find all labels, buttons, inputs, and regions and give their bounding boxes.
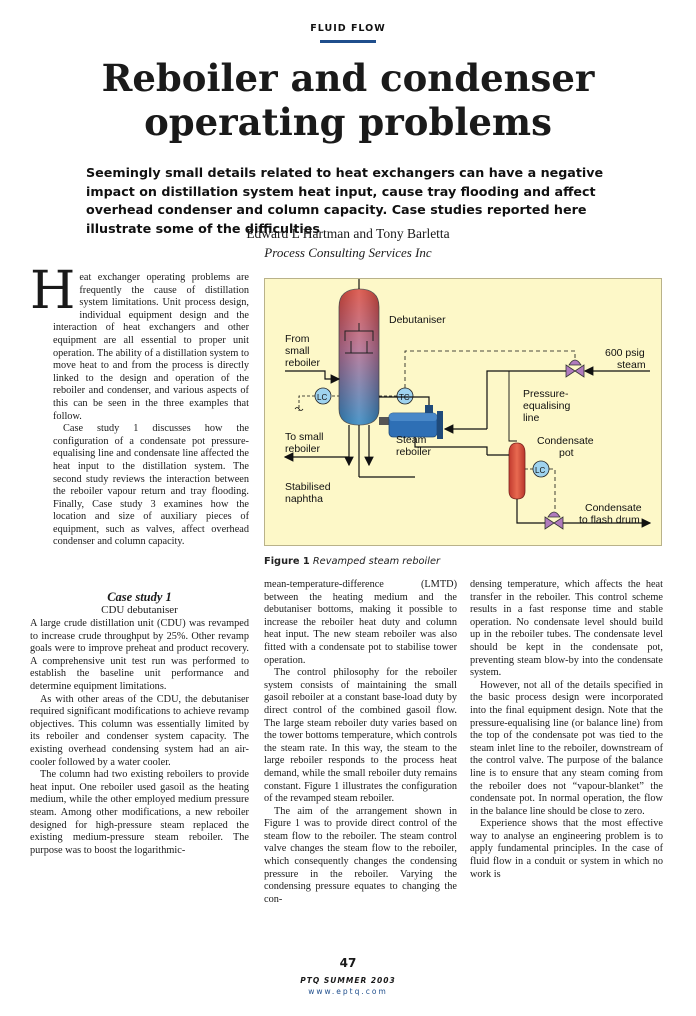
case-study-title: Case study 1 — [107, 590, 172, 604]
column-1-intro — [30, 261, 249, 549]
lc-label-pot: LC — [535, 466, 546, 475]
standfirst: Seemingly small details related to heat exchangers can have a negative impact on distillation system heat input, cause tray flooding and affect overhead condenser and column capacity. Case studies reported here illustrate some of the difficulties — [86, 165, 604, 237]
condensate-pot-icon — [509, 443, 525, 499]
col2-paragraph-3: The aim of the arrangement shown in Figure 1 was to provide direct control of the steam flow to the reboiler. The steam control valve changes the steam flow to the reboiler, which consequently changes the condensing pressure in the reboiler. Varying the condensing pressure equates to changing the con- — [264, 805, 457, 905]
condensate-flash-drum-label-2: to flash drum — [579, 514, 640, 526]
steam-control-valve-icon — [566, 360, 584, 377]
affiliation: Process Consulting Services Inc — [264, 245, 432, 260]
debutaniser-column — [339, 289, 379, 425]
pressure-equalising-label-3: line — [523, 412, 540, 424]
figure-caption: Figure 1 Revamped steam reboiler — [264, 556, 441, 567]
col3-paragraph-3: Experience shows that the most effective way to analyse an engineering problem is to apply fundamental principles. In the case of fluid flow in a conduit or system in which no work is — [470, 818, 663, 880]
col1-paragraph-2: As with other areas of the CDU, the debutaniser required significant modifications to achieve revamp objectives. This column was essentially limited by its reboiler and condenser system capacity. The existing overhead condensing system had an air-cooler followed by a water cooler. — [30, 693, 249, 768]
steam-600-label-1: 600 psig — [605, 347, 645, 359]
case-study-subtitle: CDU debutaniser — [101, 604, 178, 616]
column-1-body — [30, 590, 249, 857]
col3-paragraph-2: However, not all of the details specified in the basic process design were incorporated into the final equipment design. Note that the pressure-equalising line (or balance line) from the top of the condensate pot was tied to the steam inlet line to the reboiler, downstream of the control valve. The purpose of the balance line is to ensure that any steam coming from the reboiler does not “vapour-blanket” the condensate pot. In normal operation, the flow in the balance line should be close to zero. — [470, 679, 663, 817]
authors: Edward L Hartman and Tony Barletta — [246, 226, 450, 241]
from-small-reboiler-label-3: reboiler — [285, 357, 321, 369]
footer-url[interactable]: www.eptq.com — [308, 987, 388, 996]
stabilised-naphtha-label-1: Stabilised — [285, 481, 331, 493]
article-title — [20, 56, 676, 144]
col1-paragraph-1: A large crude distillation unit (CDU) was revamped to increase crude throughput by 25%. Other revamp goals were to improve preheat and product recovery. A comprehensive unit test run was performed to establish the baseline unit performance and determine equipment limitations. — [30, 618, 249, 692]
col1-paragraph-3: The column had two existing reboilers to provide heat input. One reboiler used gasoil as the heating medium, while the other employed medium pressure steam. Among other modifications, a new reboiler designed for high-pressure steam replaced the existing medium-pressure steam reboiler. The purpose was to boost the logarithmic- — [30, 769, 249, 856]
from-small-reboiler-label-2: small — [285, 345, 310, 357]
col2-paragraph-1: mean-temperature-difference (LMTD) between the heating medium and the debutaniser bottoms, making it possible to increase the reboiler heat duty and column heat input. The new steam reboiler was also fitted with a condensate pot to stabilise tower operation. — [264, 579, 457, 666]
section-tag: FLUID FLOW — [310, 23, 386, 34]
steam-reboiler-label-2: reboiler — [396, 446, 432, 458]
stabilised-naphtha-label-2: naphtha — [285, 493, 323, 505]
page-number: 47 — [339, 956, 357, 970]
steam-reboiler-label-1: Steam — [396, 434, 427, 446]
column-2 — [264, 579, 457, 906]
condensate-pot-label-2: pot — [559, 447, 574, 459]
condensate-pot-label-1: Condensate — [537, 435, 594, 447]
drop-cap: H — [30, 261, 76, 321]
col2-paragraph-2: The control philosophy for the reboiler system consists of maintaining the small gasoil reboiler at a constant base-load duty by direct control of the combined gasoil flow. The large steam reboiler duty varies based on the tower bottoms temperature, which controls the steam rate. In this way, the steam to the large reboiler responds to the process heat demand, while the small reboiler duty remains constant. Figure 1 illustrates the configuration of the revamped steam reboiler. — [264, 667, 457, 805]
lc-label-column: LC — [317, 393, 328, 402]
to-small-reboiler-label-2: reboiler — [285, 443, 321, 455]
from-small-reboiler-label-1: From — [285, 333, 310, 345]
intro-paragraph-2: Case study 1 discusses how the configuration of a condensate pot pressure-equalising line and condensate line affected the heat input to the distillation system. The second study reviews the interaction between the reboiler vapour return and tray flooding. Finally, Case study 3 examines how the location and size of auxiliary pieces of equipment, such as valves, affect overhead condenser and column capacity. — [53, 423, 249, 548]
pressure-equalising-label-2: equalising — [523, 400, 571, 412]
figure-1-diagram — [264, 278, 662, 546]
pressure-equalising-label-1: Pressure- — [523, 388, 569, 400]
section-tag-bar — [320, 40, 376, 43]
debutaniser-label: Debutaniser — [389, 314, 446, 326]
title-line-1: Reboiler and condenser — [101, 56, 595, 100]
steam-600-label-2: steam — [617, 359, 646, 371]
tc-label: TC — [399, 393, 410, 402]
footer-publication: PTQ SUMMER 2003 — [300, 976, 396, 985]
to-small-reboiler-label-1: To small — [285, 431, 324, 443]
column-3 — [470, 579, 663, 881]
col3-paragraph-1: densing temperature, which affects the heat transfer in the reboiler. This control scheme results in a fast response time and stable operation. No condensate level should build up in the reboiler tubes. The condensate level should be kept in the condensate pot, preventing steam blow-by into the condensate system. — [470, 579, 663, 679]
condensate-flash-drum-label-1: Condensate — [585, 502, 642, 514]
intro-paragraph-1: Heat exchanger operating problems are frequently the cause of distillation system limitations. Unit process design, individual equipment design and the interaction of heat exchangers and other equipment are all essential to proper unit operation. The ability of a distillation system to move heat to and from the process is directly linked to the design and operation of the reboiler and condenser, and various aspects of this can be seen in the three examples that follow. — [30, 261, 249, 422]
condensate-valve-icon — [545, 512, 563, 529]
reboiler-diagram-svg — [265, 279, 663, 547]
title-line-2: operating problems — [144, 100, 552, 144]
